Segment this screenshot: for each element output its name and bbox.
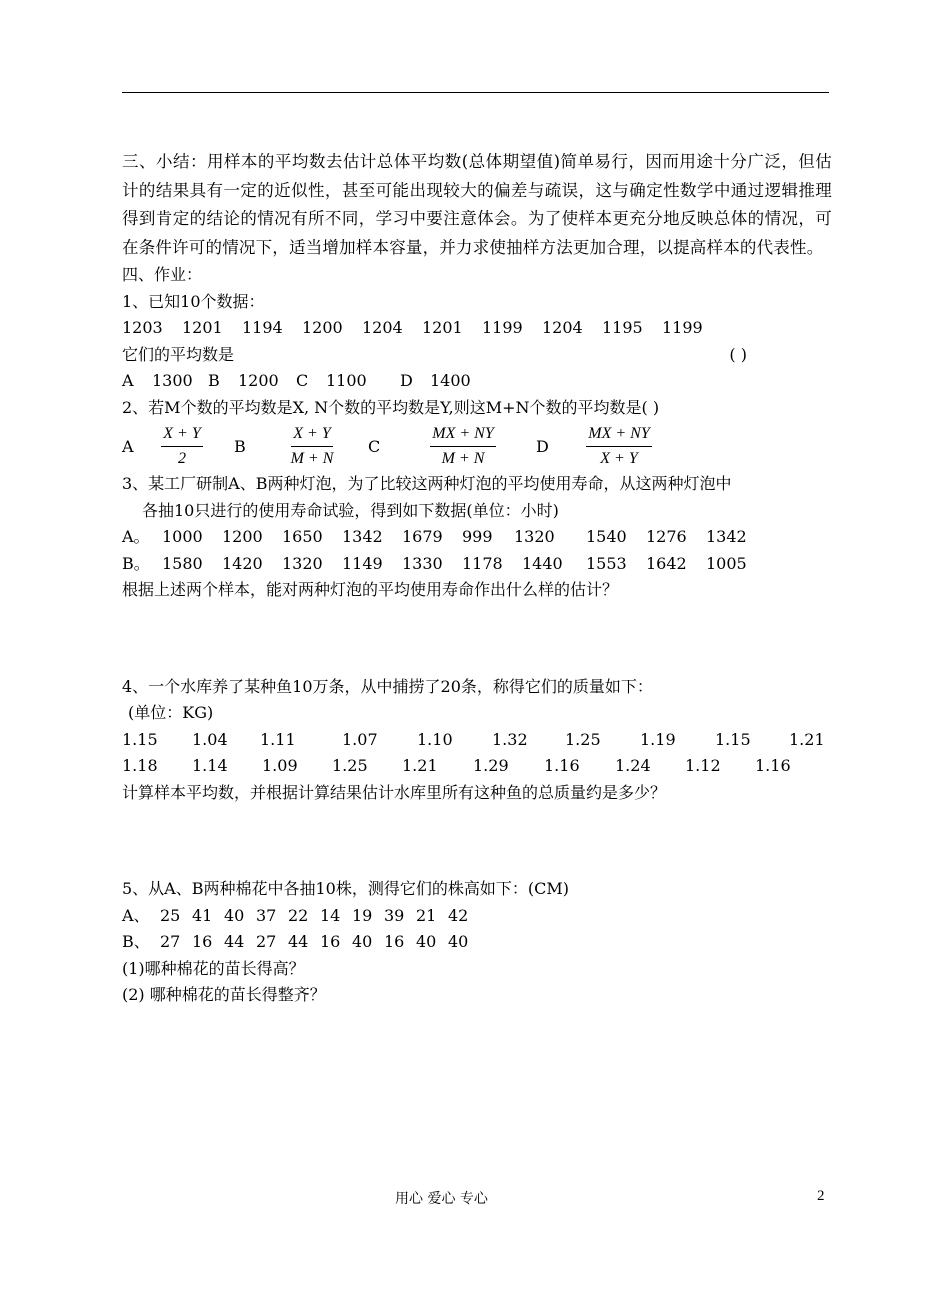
q4-row-1 xyxy=(122,727,832,754)
q3-value: 1580 xyxy=(162,553,203,573)
q5-row-a xyxy=(122,903,832,930)
q5-value: 19 xyxy=(352,905,373,925)
q4-value: 1.29 xyxy=(473,756,509,775)
q4-value: 1.19 xyxy=(640,729,676,749)
q3-value: 1553 xyxy=(586,553,627,573)
q4-value: 1.16 xyxy=(755,756,791,775)
q1-option-label: C xyxy=(296,371,309,390)
q3-value: 1540 xyxy=(586,527,627,546)
q2-option-d-fraction xyxy=(576,424,662,469)
q2-option-label: B xyxy=(234,436,246,456)
q3-value: 1200 xyxy=(222,527,263,546)
q3-value: 1000 xyxy=(162,527,203,546)
q3-line1: 3、某工厂研制A、B两种灯泡，为了比较这两种灯泡的平均使用寿命，从这两种灯泡中 xyxy=(122,474,732,493)
q3-value: 999 xyxy=(462,527,493,546)
q5-value: 16 xyxy=(320,932,341,951)
q1-option-value: 1100 xyxy=(326,371,367,390)
q5-value: 42 xyxy=(448,905,469,925)
q5-value: 41 xyxy=(192,905,213,925)
q5-value: 40 xyxy=(416,932,437,951)
q3-row-a-label: A。 xyxy=(122,527,150,546)
q5-value: 44 xyxy=(288,932,309,951)
q4-value: 1.07 xyxy=(342,729,378,749)
q1-question: 它们的平均数是 xyxy=(122,344,235,364)
page-number: 2 xyxy=(817,1188,825,1204)
q5-value: 27 xyxy=(256,932,277,951)
q4-value: 1.25 xyxy=(332,756,368,775)
q3-question: 根据上述两个样本，能对两种灯泡的平均使用寿命作出什么样的估计？ xyxy=(122,580,619,599)
q2-option-label: C xyxy=(368,436,381,456)
q1-option-label: B xyxy=(208,371,220,390)
q5-value: 44 xyxy=(224,932,245,951)
q4-question: 计算样本平均数，并根据计算结果估计水库里所有这种鱼的总质量约是多少？ xyxy=(122,782,667,802)
q5-value: 40 xyxy=(448,932,469,951)
footer-motto: 用心 爱心 专心 xyxy=(395,1191,488,1207)
fraction-numerator: X + Y xyxy=(291,424,332,447)
q4-row-2 xyxy=(122,753,832,780)
fraction-numerator: MX + NY xyxy=(430,424,495,447)
summary-text: ：用样本的平均数去估计总体平均数(总体期望值)简单易行，因而用途十分广泛，但估计的结果具有一定的近似性，甚至可能出现较大的偏差与疏误，这与确定性数学中通过逻辑推理得到肯定的结论的情况有所不同，学习中要注意体会。为了使样本更充分地反映总体的情况，可在条件许可的情况下，适当增加样本容量，并力求使抽样方法更加合理，以提高样本的代表性。 xyxy=(122,152,832,257)
q3-value: 1679 xyxy=(402,527,443,546)
q1-value: 1204 xyxy=(362,318,403,337)
q5-sub-question-1: (1)哪种棉花的苗长得高？ xyxy=(122,958,305,978)
fraction-numerator: MX + NY xyxy=(586,424,651,447)
q1-value: 1201 xyxy=(182,318,223,337)
q1-value: 1195 xyxy=(602,318,643,337)
answer-space xyxy=(122,806,832,876)
q3-value: 1342 xyxy=(342,527,383,546)
q4-value: 1.21 xyxy=(402,756,438,775)
q1-answer-bracket: ( ) xyxy=(729,344,747,364)
q5-line1: 5、从A、B两种棉花中各抽10株，测得它们的株高如下：(CM) xyxy=(122,879,569,898)
q3-value: 1149 xyxy=(342,553,383,573)
q1-title: 1、已知10个数据： xyxy=(122,291,265,311)
q2-title: 2、若M个数的平均数是X, N个数的平均数是Y,则这M+N个数的平均数是( ) xyxy=(122,397,660,417)
q5-row-a-label: A、 xyxy=(122,905,150,925)
q4-value: 1.25 xyxy=(565,729,601,749)
q1-option-value: 1400 xyxy=(430,371,471,390)
q4-value: 1.18 xyxy=(122,756,158,775)
q4-value: 1.32 xyxy=(492,729,528,749)
fraction-numerator: X + Y xyxy=(161,424,202,447)
q2-option-label: D xyxy=(536,436,549,456)
q1-value: 1201 xyxy=(422,318,463,337)
q1-option-label: D xyxy=(400,371,413,390)
q4-value: 1.16 xyxy=(544,756,580,775)
q3-value: 1276 xyxy=(646,527,687,546)
q1-value: 1194 xyxy=(242,318,283,337)
q3-value: 1320 xyxy=(514,527,555,546)
q3-line2: 各抽10只进行的使用寿命试验，得到如下数据(单位：小时) xyxy=(142,500,559,520)
q4-value: 1.15 xyxy=(122,729,158,749)
q3-value: 1178 xyxy=(462,553,503,573)
q5-value: 22 xyxy=(288,905,309,925)
q5-value: 14 xyxy=(320,905,341,925)
q1-values-row xyxy=(122,315,832,342)
header-rule xyxy=(122,92,829,93)
q1-option-label: A xyxy=(122,371,134,390)
q1-option-value: 1300 xyxy=(152,371,193,390)
q3-value: 1320 xyxy=(282,553,323,573)
q5-row-b-label: B、 xyxy=(122,932,150,951)
q3-value: 1642 xyxy=(646,553,687,573)
q4-line1: 4、一个水库养了某种鱼10万条，从中捕捞了20条，称得它们的质量如下： xyxy=(122,676,653,696)
q5-value: 27 xyxy=(160,932,181,951)
q2-option-b-fraction xyxy=(282,424,342,469)
q5-row-b xyxy=(122,929,832,956)
q3-row-b xyxy=(122,551,832,578)
q1-value: 1199 xyxy=(662,318,703,337)
q1-question-line xyxy=(122,342,747,369)
q2-option-label: A xyxy=(122,436,134,456)
fraction-denominator: M + N xyxy=(441,449,485,467)
q3-value: 1330 xyxy=(402,553,443,573)
q5-value: 37 xyxy=(256,905,277,925)
q4-unit: (单位：KG) xyxy=(128,703,214,722)
q4-value: 1.14 xyxy=(192,756,228,775)
q3-value: 1342 xyxy=(706,527,747,546)
q5-value: 39 xyxy=(384,905,405,925)
summary-paragraph xyxy=(122,148,832,262)
fraction-denominator: M + N xyxy=(290,449,334,467)
q3-value: 1440 xyxy=(522,553,563,573)
q4-value: 1.21 xyxy=(789,729,825,749)
q5-value: 40 xyxy=(352,932,373,951)
q2-option-a-fraction xyxy=(156,424,208,469)
document-body xyxy=(122,148,832,1009)
q5-sub-question-2: (2) 哪种棉花的苗长得整齐？ xyxy=(122,985,326,1004)
q2-options-row xyxy=(122,421,832,471)
homework-heading: 四、作业： xyxy=(122,265,203,284)
fraction-denominator: 2 xyxy=(178,449,186,467)
q4-value: 1.09 xyxy=(262,756,298,775)
q4-value: 1.11 xyxy=(260,729,296,749)
fraction-denominator: X + Y xyxy=(600,449,638,467)
q5-value: 16 xyxy=(192,932,213,951)
q1-value: 1200 xyxy=(302,318,343,337)
summary-heading: 三、小结 xyxy=(122,152,190,171)
q3-row-a xyxy=(122,524,832,551)
q2-option-c-fraction xyxy=(420,424,506,469)
q1-value: 1199 xyxy=(482,318,523,337)
q3-value: 1420 xyxy=(222,553,263,573)
q1-options-row xyxy=(122,368,832,395)
q3-row-b-label: B。 xyxy=(122,553,150,573)
q4-value: 1.12 xyxy=(685,756,721,775)
q5-value: 21 xyxy=(416,905,437,925)
q4-value: 1.15 xyxy=(715,729,751,749)
q4-value: 1.24 xyxy=(615,756,651,775)
q1-option-value: 1200 xyxy=(238,371,279,390)
q5-value: 16 xyxy=(384,932,405,951)
q5-value: 25 xyxy=(160,905,181,925)
q3-value: 1005 xyxy=(706,553,747,573)
q3-value: 1650 xyxy=(282,527,323,546)
q1-value: 1203 xyxy=(122,318,163,337)
q5-value: 40 xyxy=(224,905,245,925)
q1-value: 1204 xyxy=(542,318,583,337)
q4-value: 1.04 xyxy=(192,729,228,749)
answer-space xyxy=(122,604,832,674)
q4-value: 1.10 xyxy=(417,729,453,749)
